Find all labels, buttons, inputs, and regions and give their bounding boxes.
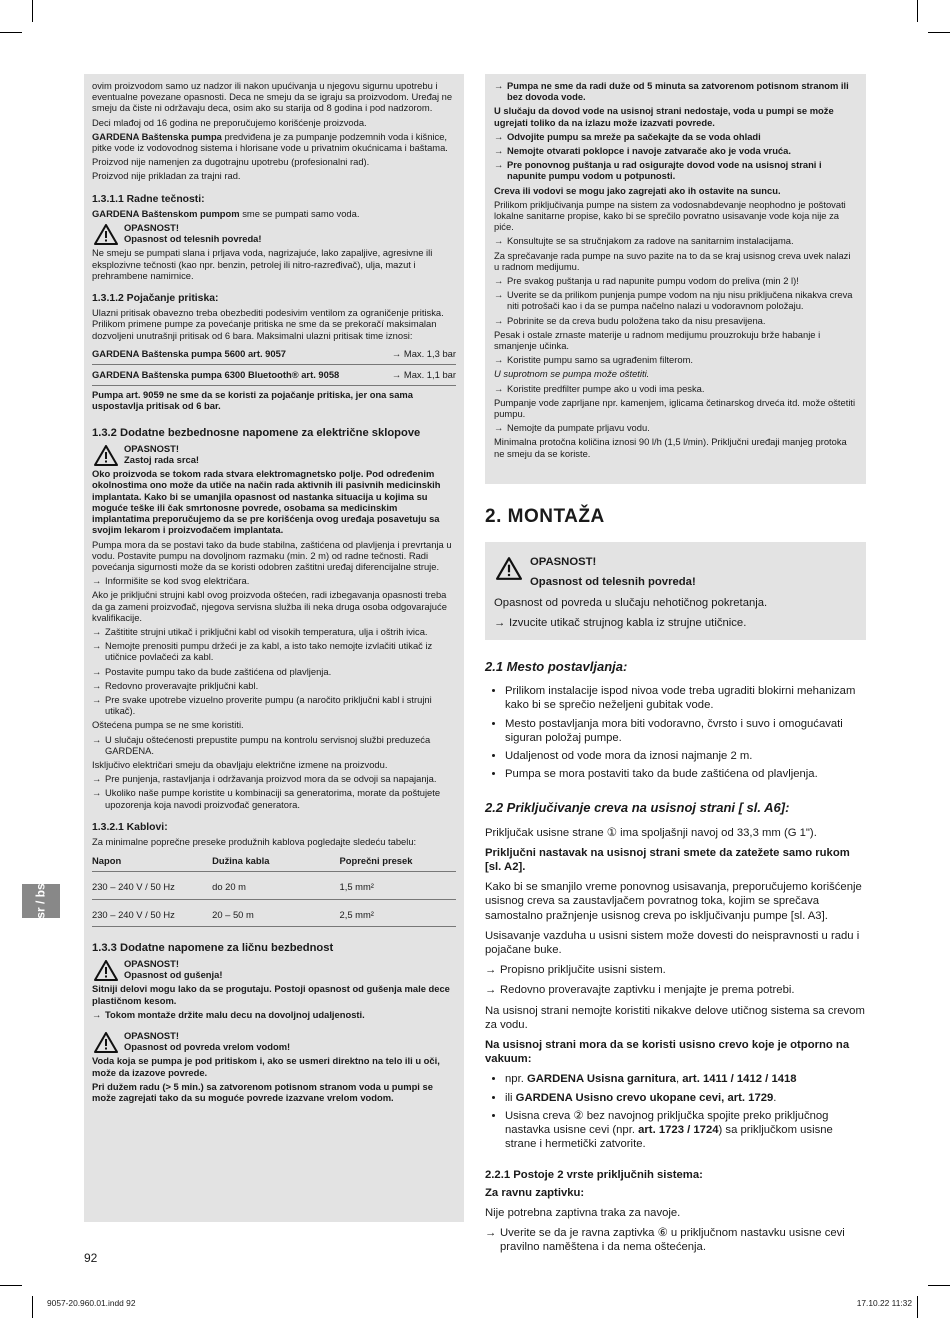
paragraph: Pumpa art. 9059 ne sme da se koristi za pojačanje pritiska, jer ona sama uspostavlja pritisak od 6 bar. <box>92 389 413 412</box>
instruction-item: → Ukoliko naše pumpe koristite u kombinaciji sa generatorima, morate da poštujete upozorenja koja navodi proizvođač generatora. <box>92 787 456 809</box>
paragraph: Usisavanje vazduha u usisni sistem može dovesti do neispravnosti u radu i pojačane buke. <box>485 929 860 957</box>
crop-mark <box>32 1296 33 1318</box>
paragraph: Na usisnoj strani mora da se koristi usisno crevo koje je otporno na vakuum: <box>485 1039 850 1066</box>
instruction-item: → Tokom montaže držite malu decu na dovoljnoj udaljenosti. <box>92 1009 456 1020</box>
table-cell: 1,5 mm² <box>340 872 457 899</box>
paragraph: Minimalna protočna količina iznosi 90 l/h (1,5 l/min). Priključni uređaji manjeg protoka ne smeju da se koriste. <box>494 436 847 459</box>
paragraph: Ulazni pritisak obavezno treba obezbediti podesivim ventilom za ograničenje pritiska. Prilikom primene pumpe za povećanje pritiska ne sme da se prekoračí maksimalan dozvoljeni unutrašnji pritisak od 6 bara. Maksimalni ulazni pritisak time iznosi: <box>92 307 444 341</box>
warning-block <box>92 222 456 244</box>
instruction-item: → Nemojte prenositi pumpu držeći je za kabl, a isto tako nemojte izvlačiti utikač iz utičnice povlačeći za kabl. <box>92 640 456 662</box>
warning-block <box>494 555 857 589</box>
paragraph: Pesak i ostale zrnaste materije u radnom medijumu prouzrokuju brže habanje i smanjenje učinka. <box>494 328 821 352</box>
instruction-item: → Odvojite pumpu sa mreže pa sačekajte da se voda ohladi <box>494 131 857 142</box>
list-item: • Mesto postavljanja mora biti vodoravno, čvrsto i suvo i omogućavati siguran položaj pumpe. <box>505 717 866 745</box>
paragraph: GARDENA Baštenskom pumpom sme se pumpati samo voda. <box>92 207 360 219</box>
paragraph: Ako je priključni strujni kabl ovog proizvoda oštećen, radi izbegavanja opasnosti treba da ga zameni proizvođač, njegova servisna služba ili neka druga osoba odgovarajuće kvalifikacije. <box>92 589 447 623</box>
warning-title: OPASNOST! <box>124 222 180 234</box>
paragraph: Deci mlađoj od 16 godina ne preporučujemo korišćenje proizvoda. <box>92 116 367 128</box>
subheading: Za ravnu zaptivku: <box>485 1186 585 1199</box>
paragraph: Priključak usisne strane ① ima spoljašnji navoj od 33,3 mm (G 1"). <box>485 826 817 839</box>
section-heading: 1.3.1.1 Radne tečnosti: <box>92 193 205 205</box>
list-item: • Usisna creva ② bez navojnog priključka spojite preko priključnog nastavka usisne cevi (npr. art. 1723 / 1724) sa priključkom usisne strane i hermetički zatvorite. <box>505 1109 866 1152</box>
instruction-item: → Konsultujte se sa stručnjakom za radove na sanitarnim instalacijama. <box>494 235 857 246</box>
bullet-list <box>485 1072 866 1151</box>
paragraph: Pumpa mora da se postavi tako da bude stabilna, zaštićena od plavljenja i prevrtanja u vodu. Postavite pumpu na dovoljnom razmaku (min. 2 m) od radne tečnosti. Radi povećanja sigurnosti može da se koristi odobren zaštitni uređaj diferencijalne struje. <box>92 538 452 572</box>
warning-block <box>92 443 456 465</box>
section-heading: 2.2 Priključivanje creva na usisnoj strani [ sl. A6]: <box>485 800 790 816</box>
warning-triangle-icon <box>94 960 118 981</box>
list-item: • npr. GARDENA Usisna garnitura, art. 1411 / 1412 / 1418 <box>505 1072 866 1086</box>
instruction-item: → U slučaju oštećenosti prepustite pumpu na kontrolu servisnoj službi preduzeća GARDENA. <box>92 734 456 756</box>
page-number: 92 <box>84 1251 98 1265</box>
instruction-item: → Izvucite utikač strujnog kabla iz strujne utičnice. <box>494 616 857 630</box>
instruction-item: → Nemojte otvarati poklopce i navoje zatvarače ako je voda vruća. <box>494 145 857 156</box>
paragraph: Za sprečavanje rada pumpe na suvo pazite na to da se kraj usisnog creva uvek nalazi u radnom medijumu. <box>494 249 851 272</box>
warning-title: OPASNOST! <box>124 957 180 969</box>
warning-subtitle: Opasnost od telesnih povreda! <box>530 576 696 589</box>
warning-block <box>92 1030 456 1052</box>
warning-subtitle: Opasnost od gušenja! <box>124 969 223 981</box>
table-header: Dužina kabla <box>212 851 339 872</box>
warning-title: OPASNOST! <box>124 442 180 454</box>
paragraph: Nije potrebna zaptivna traka za navoje. <box>485 1206 681 1219</box>
paragraph: Voda koja se pumpa je pod pritiskom i, ako se usmeri direktno na telo ili u oči, može da izazove povrede. <box>92 1055 440 1078</box>
crop-mark <box>917 0 918 22</box>
crop-mark <box>32 0 33 22</box>
paragraph: Proizvod nije prikladan za trajni rad. <box>92 170 241 182</box>
left-column <box>84 74 464 1222</box>
paragraph: Creva ili vodovi se mogu jako zagrejati ako ih ostavite na suncu. <box>494 184 781 196</box>
instruction-item: → Uverite se da prilikom punjenja pumpe vodom na nju nisu priključena nikakva creva niti potrošači kao i da se pumpa načelno nalazi u vodoravnom položaju. <box>494 289 857 311</box>
section-heading: 1.3.2 Dodatne bezbednosne napomene za električne sklopove <box>92 426 421 439</box>
crop-mark <box>928 1285 950 1286</box>
paragraph: Isključivo električari smeju da obavljaju električne izmene na proizvodu. <box>92 758 388 770</box>
section-heading: 2.2.1 Postoje 2 vrste priključnih sistema: <box>485 1168 703 1181</box>
table-row <box>92 899 456 926</box>
warning-title: OPASNOST! <box>530 556 597 569</box>
paragraph: GARDENA Baštenska pumpa predviđena je za pumpanje podzemnih voda i kišnice, pitke vode iz vodovodnog sistema i hlorisane vode u privatnim okućnicama i baštama. <box>92 130 448 154</box>
instruction-item: → Pre punjenja, rastavljanja i održavanja proizvod mora da se odvoji sa napajanja. <box>92 773 456 784</box>
warning-subtitle: Opasnost od telesnih povreda! <box>124 233 262 245</box>
paragraph: U slučaju da dovod vode na usisnoj strani nedostaje, voda u pumpi se može ugrejati toliko da na izlazu može izazvati povrede. <box>494 105 834 128</box>
table-cell: do 20 m <box>212 872 339 899</box>
instruction-item: → Nemojte da pumpate prljavu vodu. <box>494 422 857 433</box>
warning-subtitle: Zastoj rada srca! <box>124 454 200 466</box>
paragraph: Za minimalne poprečne preseke produžnih kablova pogledajte sledeću tabelu: <box>92 835 417 847</box>
crop-mark <box>0 1285 22 1286</box>
instruction-item: → Koristite predfilter pumpe ako u vodi ima peska. <box>494 383 857 394</box>
warning-triangle-icon <box>496 557 522 580</box>
paragraph: Oko proizvoda se tokom rada stvara elektromagnetsko polje. Pod određenim okolnostima ono može da utiče na način rada aktivnih ili pasivnih medicinskih implantata. Kako bi se umanjila opasnost od nastanka situacija u kojima su moguće teške ili čak smrtonosne povrede, osobama sa medicinskim implantatima preporučujemo da se pre korišćenja ovog uređaja posavetuju sa svojim lekarom i proizvođačem implantata. <box>92 468 441 536</box>
paragraph: U suprotnom se pumpa može oštetiti. <box>494 368 650 380</box>
paragraph: Na usisnoj strani nemojte koristiti nikakve delove utičnog sistema sa crevom za vodu. <box>485 1004 865 1031</box>
paragraph: Proizvod nije namenjen za dugotrajnu upotrebu (profesionalni rad). <box>92 156 370 168</box>
warning-triangle-icon <box>94 1032 118 1053</box>
list-item: • Prilikom instalacije ispod nivoa vode treba ugraditi blokirni mehanizam kako bi se sprečio neželjeni gubitak vode. <box>505 684 866 712</box>
paragraph: Priključni nastavak na usisnoj strani smete da zatežete samo rukom [sl. A2]. <box>485 846 850 874</box>
list-item: • Pumpa se mora postaviti tako da bude zaštićena od plavljenja. <box>505 767 866 781</box>
instruction-item: → Postavite pumpu tako da bude zaštićena od plavljenja. <box>92 666 456 677</box>
instruction-item: → Propisno priključite usisni sistem. <box>485 963 866 977</box>
right-top-box <box>485 74 866 484</box>
paragraph: ovim proizvodom samo uz nadzor ili nakon upućivanja u njegovu sigurnu upotrebu i eventualne povezane opasnosti. Deca ne smeju da se igraju sa proizvodom. Uređaj ne smeju da čiste ni održavaju deca, osim ako su starija od 8 godina i pod nadzorom. <box>92 80 453 114</box>
warning-subtitle: Opasnost od povreda vrelom vodom! <box>124 1041 291 1053</box>
instruction-item: → Redovno proveravajte priključni kabl. <box>92 680 456 691</box>
instruction-item: → Zaštitite strujni utikač i priključni kabl od visokih temperatura, ulja i oštrih ivica. <box>92 626 456 637</box>
section-heading: 1.3.1.2 Pojačanje pritiska: <box>92 293 219 305</box>
cable-table <box>92 851 456 927</box>
crop-mark <box>0 32 22 33</box>
instruction-item: → Pre svake upotrebe vizuelno proverite pumpu (a naročito priključni kabl i strujni utikač). <box>92 694 456 716</box>
language-side-tab: sr / bs <box>22 884 60 918</box>
warning-box <box>485 542 866 640</box>
pressure-row: GARDENA Baštenska pumpa 6300 Bluetooth® art. 9058 → Max. 1,1 bar <box>92 365 456 386</box>
instruction-item: → Uverite se da je ravna zaptivka ⑥ u priključnom nastavku usisne cevi pravilno naměštena i da nema oštećenja. <box>485 1226 866 1254</box>
paragraph: Opasnost od povreda u slučaju nehotičnog pokretanja. <box>494 596 768 609</box>
instruction-item: → Informišite se kod svog električara. <box>92 575 456 586</box>
instruction-item: → Koristite pumpu samo sa ugrađenim filterom. <box>494 354 857 365</box>
warning-triangle-icon <box>94 224 118 245</box>
bullet-list <box>485 684 866 781</box>
footer-timestamp: 17.10.22 11:32 <box>856 1298 912 1308</box>
paragraph: Oštećena pumpa se ne sme koristiti. <box>92 719 244 731</box>
chapter-heading: 2. MONTAŽA <box>485 506 605 527</box>
table-header: Poprečni presek <box>340 851 457 872</box>
section-heading: 1.3.2.1 Kablovi: <box>92 821 168 833</box>
paragraph: Pri dužem radu (> 5 min.) sa zatvorenom potisnom stranom voda u pumpi se može zagrejati tako da su moguće povrede izazvane vrelom vodom. <box>92 1080 433 1104</box>
table-cell: 20 – 50 m <box>212 899 339 926</box>
instruction-item: → Pobrinite se da creva budu položena tako da nisu presavijena. <box>494 315 857 326</box>
list-item: • ili GARDENA Usisno crevo ukopane cevi, art. 1729. <box>505 1091 866 1105</box>
table-cell: 2,5 mm² <box>340 899 457 926</box>
paragraph: Pumpanje vode zaprljane npr. kamenjem, iglicama četinarskog drveća itd. može oštetiti pumpu. <box>494 396 856 420</box>
instruction-item: → Redovno proveravajte zaptivku i menjajte je prema potrebi. <box>485 983 866 997</box>
section-heading: 1.3.3 Dodatne napomene za ličnu bezbednost <box>92 941 334 954</box>
paragraph: Sitniji delovi mogu lako da se progutaju. Postoji opasnost od gušenja male dece plastičnom kesom. <box>92 983 450 1006</box>
paragraph: Kako bi se smanjilo vreme ponovnog usisavanja, preporučujemo korišćenje usisnog creva sa zaustavljačem povratnog toka, kojim se sprečava samostalno pražnjenje usisnog creva po isključivanju pumpe [sl. A3]. <box>485 881 862 922</box>
crop-mark <box>917 1296 918 1318</box>
table-row <box>92 872 456 899</box>
footer-file-info: 9057-20.960.01.indd 92 <box>47 1298 136 1308</box>
section-heading: 2.1 Mesto postavljanja: <box>485 659 628 675</box>
warning-title: OPASNOST! <box>124 1030 180 1041</box>
warning-triangle-icon <box>94 445 118 466</box>
pressure-row: GARDENA Baštenska pumpa 5600 art. 9057 → Max. 1,3 bar <box>92 344 456 365</box>
list-item: • Udaljenost od vode mora da iznosi najmanje 2 m. <box>505 749 866 763</box>
crop-mark <box>928 32 950 33</box>
table-header: Napon <box>92 851 212 872</box>
table-cell: 230 – 240 V / 50 Hz <box>92 899 212 926</box>
instruction-item: → Pumpa ne sme da radi duže od 5 minuta sa zatvorenom potisnom stranom ili bez dovoda vode. <box>494 80 857 102</box>
right-column <box>485 506 866 1261</box>
instruction-item: → Pre ponovnog puštanja u rad osigurajte dovod vode na usisnoj strani i napunite pumpu vodom u potpunosti. <box>494 159 857 181</box>
instruction-item: → Pre svakog puštanja u rad napunite pumpu vodom do preliva (min 2 l)! <box>494 275 857 286</box>
warning-block <box>92 958 456 980</box>
paragraph: Prilikom priključivanja pumpe na sistem za vodosnabdevanje neophodno je poštovati lokalne sanitarne propise, kako bi se sprečilo povratno usisavanje vode koja nije za piće. <box>494 198 846 233</box>
table-cell: 230 – 240 V / 50 Hz <box>92 872 212 899</box>
paragraph: Ne smeju se pumpati slana i prljava voda, nagrizajuće, lako zapaljive, agresivne ili eksplozivne tečnosti (kao npr. benzin, petrolej ili nitro-razređivač), ulja, mazut i prehrambene namirnice. <box>92 247 433 281</box>
